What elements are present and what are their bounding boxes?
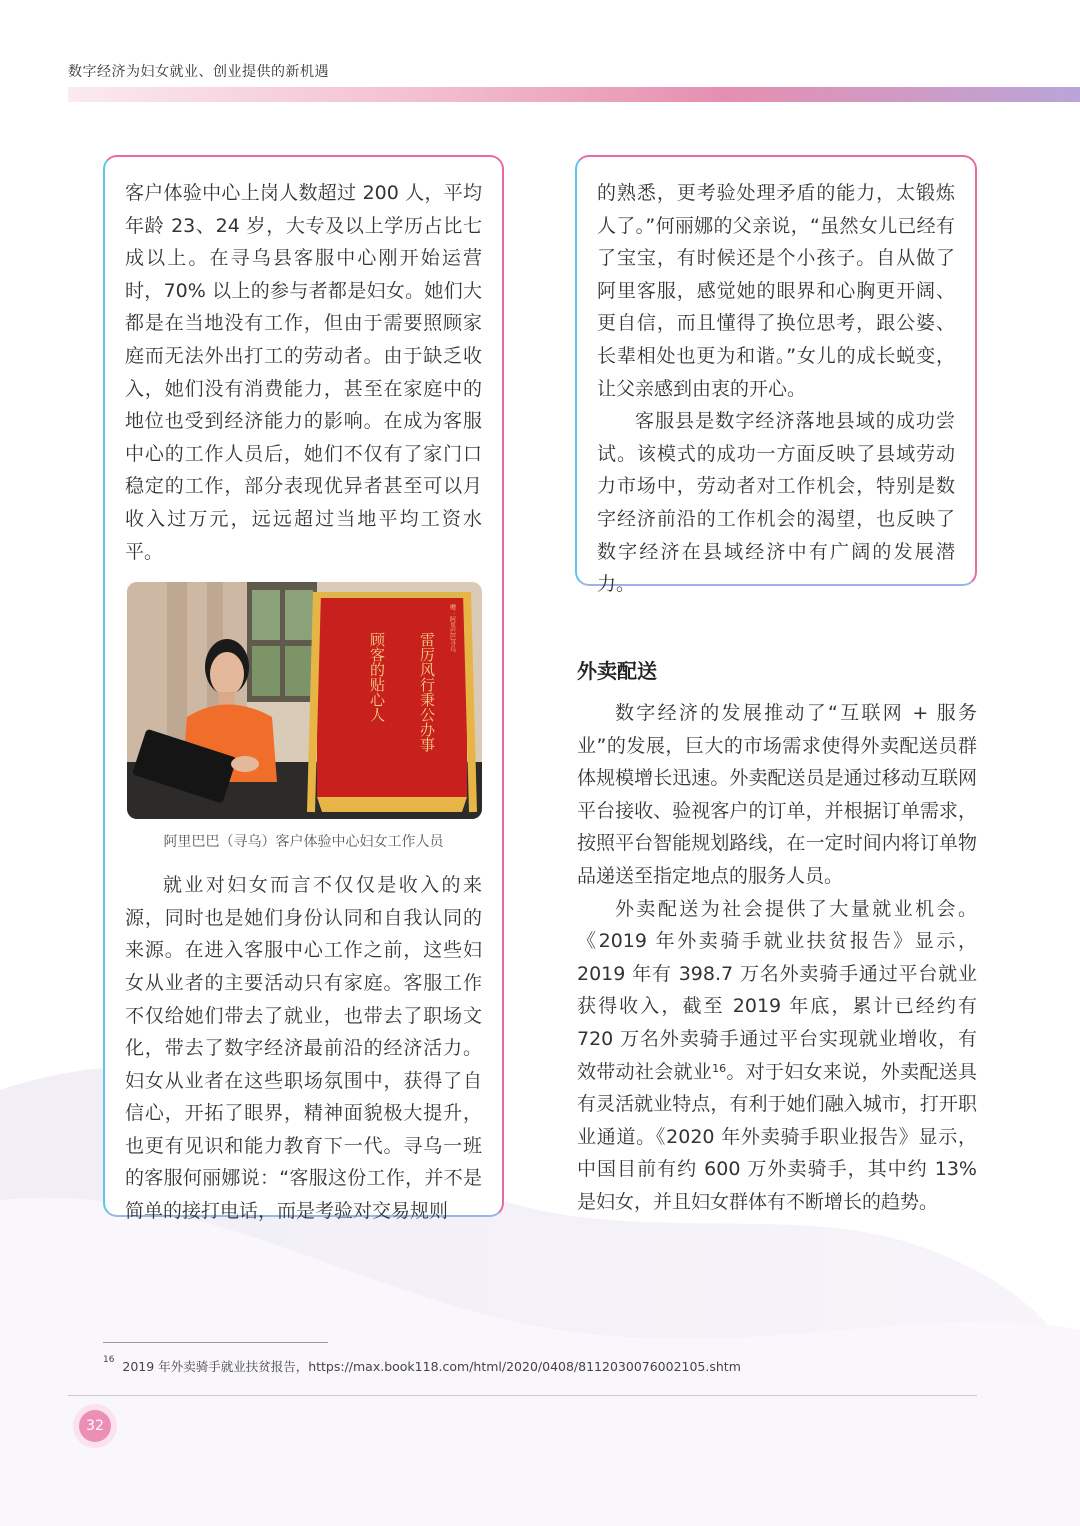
running-header: 数字经济为妇女就业、创业提供的新机遇	[68, 64, 329, 80]
banner-left-text: 顾客的贴心人	[368, 632, 386, 723]
footnote-divider	[103, 1342, 328, 1343]
left-paragraph-1: 客户体验中心上岗人数超过 200 人，平均年龄 23、24 岁，大专及以上学历占比七成以上。在寻乌县客服中心刚开始运营时，70% 以上的参与者都是妇女。她们大都是在当地没有工作，但由于需要照顾家庭而无法外出打工的劳动者。由于缺乏收入，她们没有消费能力，甚至在家庭中的地位也受到经济能力的影响。在成为客服中心的工作人员后，她们不仅有了家门口稳定的工作，部分表现优异者甚至可以月收入过万元，远远超过当地平均工资水平。	[125, 182, 482, 563]
section-heading: 外卖配送	[577, 659, 657, 683]
page-number: 32	[79, 1410, 111, 1442]
header-gradient-bar	[68, 87, 1080, 102]
right-box-paragraph-1: 的熟悉，更考验处理矛盾的能力，太锻炼人了。”何丽娜的父亲说，“虽然女儿已经有了宝宝，有时候还是个小孩子。自从做了阿里客服，感觉她的眼界和心胸更开阔、更自信，而且懂得了换位思考，跟公婆、长辈相处也更为和谐。”女儿的成长蜕变，让父亲感到由衷的开心。	[597, 182, 955, 400]
photo-caption: 阿里巴巴（寻乌）客户体验中心妇女工作人员	[163, 834, 444, 851]
right-box-paragraph-2: 客服县是数字经济落地县域的成功尝试。该模式的成功一方面反映了县域劳动力市场中，劳动者对工作机会，特别是数字经济前沿的工作机会的渴望，也反映了数字经济在县域经济中有广阔的发展潜力。	[597, 410, 955, 596]
banner-top-text: 赠：阿里巴巴寻乌	[448, 604, 456, 653]
section-paragraph-2-part-b: 。对于妇女来说，外卖配送具有灵活就业特点，有利于她们融入城市，打开职业通道。《2020 年外卖骑手职业报告》显示，中国目前有约 600 万外卖骑手，其中约 13% 是妇女，并且妇女群体有不断增长的趋势。	[577, 1060, 977, 1213]
section-paragraph-2-part-a: 外卖配送为社会提供了大量就业机会。《2019 年外卖骑手就业扶贫报告》显示，2019 年有 398.7 万名外卖骑手通过平台就业获得收入，截至 2019 年底，累计已经约有 720 万名外卖骑手通过平台实现就业增收，有效带动社会就业	[577, 897, 977, 1083]
right-text-box	[575, 155, 977, 596]
footnote	[103, 1357, 741, 1375]
footnote-text[interactable]: 2019 年外卖骑手就业扶贫报告，https://max.book118.com/html/2020/0408/8112030076002105.shtm	[122, 1359, 741, 1374]
footnote-number: 16	[103, 1355, 115, 1365]
section-body	[577, 697, 977, 1219]
left-paragraph-2: 就业对妇女而言不仅仅是收入的来源，同时也是她们身份认同和自我认同的来源。在进入客服中心工作之前，这些妇女从业者的主要活动只有家庭。客服工作不仅给她们带去了就业，也带去了职场文化，带去了数字经济最前沿的经济活力。妇女从业者在这些职场氛围中，获得了自信心，开拓了眼界，精神面貌极大提升，也更有见识和能力教育下一代。寻乌一班的客服何丽娜说：“客服这份工作，并不是简单的接打电话，而是考验对交易规则	[125, 874, 482, 1223]
section-paragraph-2	[577, 893, 977, 1219]
left-text-box	[103, 155, 504, 1223]
section-paragraph-1: 数字经济的发展推动了“互联网 + 服务业”的发展，巨大的市场需求使得外卖配送员群体规模增长迅速。外卖配送员是通过移动互联网平台接收、验视客户的订单，并根据订单需求，按照平台智能规划路线，在一定时间内将订单物品递送至指定地点的服务人员。	[577, 702, 977, 887]
footnote-reference[interactable]: 16	[712, 1061, 727, 1075]
footer-divider	[68, 1395, 977, 1396]
banner-right-text: 雷厉风行秉公办事	[418, 632, 436, 753]
photo-customer-service-worker	[127, 582, 482, 819]
